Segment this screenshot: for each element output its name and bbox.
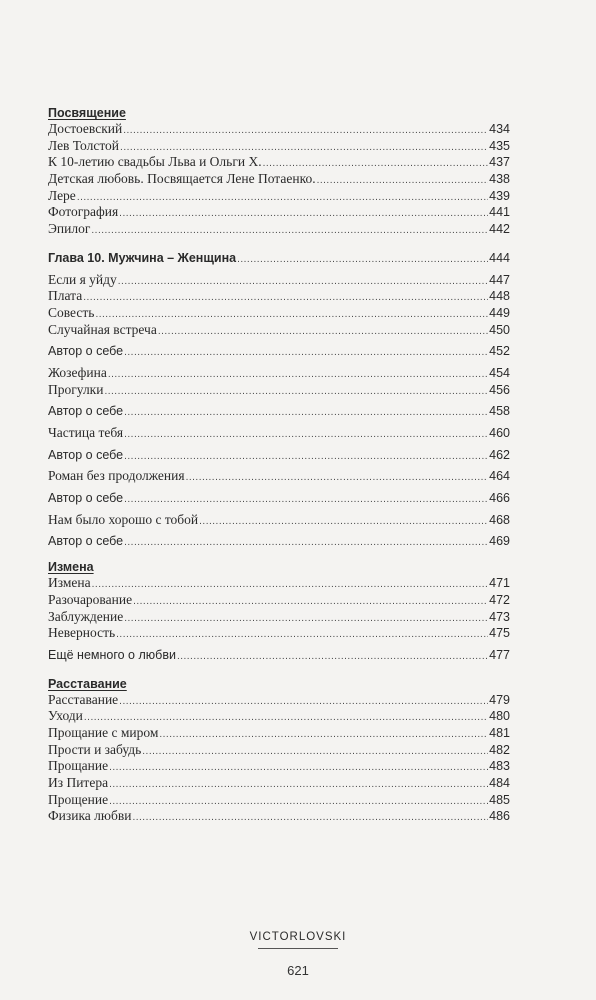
toc-entry[interactable] <box>48 343 510 360</box>
toc-entry-page: 484 <box>489 776 510 790</box>
toc-entry[interactable] <box>48 575 510 592</box>
toc-entry[interactable] <box>48 808 510 825</box>
chapter-heading[interactable] <box>48 250 510 267</box>
toc-entry-page: 434 <box>489 122 510 136</box>
toc-entry[interactable] <box>48 425 510 442</box>
toc-entry-page: 468 <box>489 512 510 527</box>
toc-entry-title: Автор о себе <box>48 534 124 549</box>
dot-leader <box>116 627 488 644</box>
toc-entry[interactable] <box>48 121 510 138</box>
toc-entry-page: 460 <box>489 426 510 440</box>
toc-entry-title: Совесть <box>48 304 95 320</box>
toc-entry[interactable] <box>48 725 510 742</box>
toc-entry-page: 481 <box>489 725 510 740</box>
toc-entry-title: Лере <box>48 187 76 203</box>
toc-entry[interactable] <box>48 188 510 205</box>
toc-entry-page: 464 <box>489 469 510 484</box>
toc-entry[interactable] <box>48 221 510 238</box>
toc-entry-title: Прощание <box>48 758 109 774</box>
toc-entry-title: Прости и забудь <box>48 741 142 757</box>
toc-entry-page: 447 <box>489 272 510 287</box>
toc-entry[interactable] <box>48 382 510 399</box>
dot-leader <box>132 810 488 827</box>
toc-entry-page: 475 <box>489 626 510 641</box>
toc-entry[interactable] <box>48 154 510 171</box>
toc-entry-page: 449 <box>489 305 510 320</box>
toc-entry-title: Случайная встреча <box>48 321 157 337</box>
toc-entry-title: К 10-летию свадьбы Льва и Ольги Х. <box>48 154 262 170</box>
dot-leader <box>186 470 489 487</box>
toc-entry-page: 486 <box>489 809 510 824</box>
section-heading-betrayal: Измена <box>48 560 94 575</box>
section-heading-parting: Расставание <box>48 676 127 691</box>
toc-entry-title: Частица тебя <box>48 425 124 440</box>
toc-entry-title: Роман без продолжения <box>48 468 185 484</box>
chapter-page: 444 <box>489 250 510 265</box>
toc-entry[interactable] <box>48 322 510 339</box>
toc-entry-title: Автор о себе <box>48 344 124 359</box>
toc-entry[interactable] <box>48 708 510 725</box>
toc-entry-title: Измена <box>48 575 91 591</box>
toc-entry-page: 479 <box>489 692 510 707</box>
dot-leader <box>133 594 488 611</box>
dot-leader <box>158 324 488 341</box>
toc-entry-title: Прощение <box>48 791 109 807</box>
toc-entry-title: Физика любви <box>48 808 132 824</box>
toc-entry[interactable] <box>48 204 510 221</box>
dot-leader <box>118 274 488 291</box>
toc-entry-title: Расставание <box>48 691 119 707</box>
dot-leader <box>124 345 488 362</box>
dot-leader <box>109 794 488 811</box>
toc-entry-page: 473 <box>489 609 510 624</box>
toc-entry[interactable] <box>48 468 510 485</box>
toc-entry-title: Жозефина <box>48 364 107 380</box>
toc-entry-title: Ещё немного о любви <box>48 647 176 662</box>
toc-entry-page: 485 <box>489 792 510 807</box>
toc-entry[interactable] <box>48 647 510 664</box>
toc-entry-title: Фотография <box>48 204 119 220</box>
dot-leader <box>83 290 488 307</box>
toc-entry[interactable] <box>48 365 510 382</box>
toc-entry[interactable] <box>48 692 510 709</box>
toc-entry-title: Достоевский <box>48 121 123 136</box>
toc-entry[interactable] <box>48 533 510 550</box>
dot-leader <box>124 492 488 509</box>
toc-entry-page: 482 <box>489 742 510 757</box>
dot-leader <box>142 744 488 761</box>
toc-entry-title: Уходи <box>48 708 83 724</box>
dot-leader <box>159 727 488 744</box>
chapter-title: Глава 10. Мужчина – Женщина <box>48 250 237 265</box>
dot-leader <box>119 206 488 223</box>
toc-entry-page: 439 <box>489 188 510 203</box>
toc-entry-page: 437 <box>489 155 510 170</box>
toc-entry[interactable] <box>48 609 510 626</box>
toc-entry[interactable] <box>48 758 510 775</box>
dot-leader <box>91 223 488 240</box>
toc-entry-title: Плата <box>48 288 83 304</box>
toc-entry[interactable] <box>48 138 510 155</box>
toc-entry[interactable] <box>48 490 510 507</box>
dot-leader <box>77 190 488 207</box>
dot-leader <box>124 427 488 444</box>
toc-entry-title: Эпилог <box>48 221 91 237</box>
toc-entry-page: 469 <box>489 534 510 549</box>
toc-entry[interactable] <box>48 403 510 420</box>
dot-leader <box>104 384 488 401</box>
toc-entry[interactable] <box>48 288 510 305</box>
toc-entry-page: 450 <box>489 322 510 337</box>
toc-entry[interactable] <box>48 512 510 529</box>
dot-leader <box>108 367 488 384</box>
toc-entry-title: Нам было хорошо с тобой <box>48 511 199 527</box>
toc-entry-page: 454 <box>489 365 510 380</box>
dot-leader <box>237 252 488 269</box>
toc-entry-page: 456 <box>489 382 510 397</box>
dot-leader <box>124 405 488 422</box>
toc-entry-page: 448 <box>489 289 510 304</box>
dot-leader <box>92 577 488 594</box>
table-of-contents <box>48 105 510 825</box>
toc-entry-title: Автор о себе <box>48 447 124 462</box>
toc-entry[interactable] <box>48 625 510 642</box>
toc-entry-page: 442 <box>489 222 510 237</box>
dot-leader <box>199 514 488 531</box>
toc-entry[interactable] <box>48 305 510 322</box>
dot-leader <box>123 123 488 140</box>
toc-entry[interactable] <box>48 171 510 188</box>
toc-entry[interactable] <box>48 447 510 464</box>
publisher-logo: VICTORLOVSKI <box>249 931 347 943</box>
toc-entry-title: Детская любовь. Посвящается Лене Потаенко. <box>48 171 316 187</box>
toc-entry-page: 483 <box>489 759 510 774</box>
toc-entry[interactable] <box>48 742 510 759</box>
section-heading-dedication: Посвящение <box>48 106 126 120</box>
dot-leader <box>124 535 488 552</box>
dot-leader <box>109 760 488 777</box>
toc-entry-title: Прогулки <box>48 381 104 397</box>
dot-leader <box>109 777 488 794</box>
dot-leader <box>177 649 488 666</box>
toc-entry-page: 480 <box>489 709 510 724</box>
toc-entry-title: Заблуждение <box>48 608 124 624</box>
toc-entry-page: 466 <box>489 491 510 506</box>
dot-leader <box>124 449 488 466</box>
toc-entry-title: Автор о себе <box>48 491 124 506</box>
footer-divider <box>258 948 338 949</box>
toc-entry-page: 477 <box>489 647 510 662</box>
toc-entry-title: Если я уйду <box>48 271 117 287</box>
toc-entry[interactable] <box>48 592 510 609</box>
toc-entry[interactable] <box>48 792 510 809</box>
toc-entry-page: 441 <box>489 205 510 220</box>
toc-entry[interactable] <box>48 775 510 792</box>
toc-entry-title: Из Питера <box>48 775 109 790</box>
toc-entry-page: 452 <box>489 344 510 359</box>
toc-entry-page: 462 <box>489 447 510 462</box>
dot-leader <box>124 611 488 628</box>
toc-entry-title: Прощание с миром <box>48 724 159 740</box>
page-number: 621 <box>287 963 309 978</box>
toc-entry-title: Автор о себе <box>48 404 124 419</box>
toc-entry-page: 458 <box>489 404 510 419</box>
toc-entry-page: 435 <box>489 138 510 153</box>
toc-entry-page: 471 <box>489 576 510 591</box>
dot-leader <box>317 173 489 190</box>
toc-entry-title: Разочарование <box>48 591 133 607</box>
toc-entry-title: Неверность <box>48 625 116 641</box>
dot-leader <box>119 694 488 711</box>
toc-entry[interactable] <box>48 272 510 289</box>
toc-entry-title: Лев Толстой <box>48 137 120 153</box>
toc-entry-page: 472 <box>489 592 510 607</box>
toc-entry-page: 438 <box>489 172 510 187</box>
